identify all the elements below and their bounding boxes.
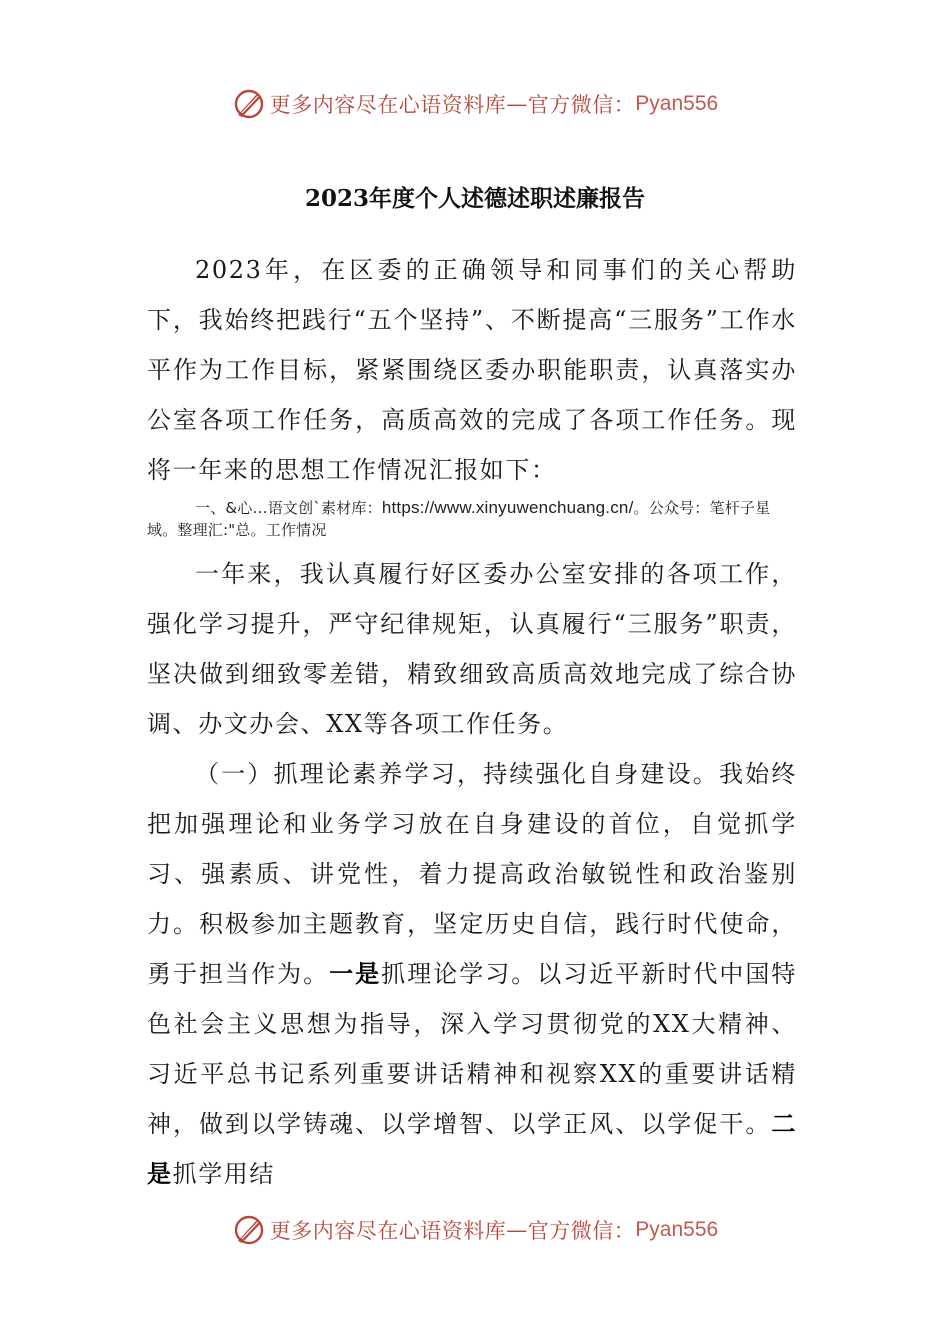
banner-text: 更多内容尽在心语资料库 — [269, 93, 507, 117]
footer-banner-dash: — — [506, 1218, 528, 1242]
intro-paragraph: 2023年，在区委的正确领导和同事们的关心帮助下，我始终把践行“五个坚持”、不断提高“三服务”工作水平作为工作目标，紧紧围绕区委办职能职责，认真落实办公室各项工作任务，高质高效的完成了各项工作任务。现将一年来的思想工作情况汇报如下： — [147, 256, 797, 484]
footer-banner-wechat-label: 官方微信： — [527, 1219, 636, 1243]
footer-banner-wechat-id: Pyan556 — [635, 1218, 719, 1241]
banner-wechat-id: Pyan556 — [635, 92, 719, 115]
paragraph-2-part-3: 抓学用结 — [172, 1160, 276, 1188]
banner-dash: — — [506, 92, 528, 116]
section-heading-suffix: 。公众号：笔杆子星域。整理汇:"总。工作情况 — [147, 499, 771, 539]
footer-banner-text: 更多内容尽在心语资料库 — [269, 1219, 507, 1243]
section-heading-prefix: 一、&心…语文创`素材库： — [195, 499, 382, 517]
section-heading-url: https://www.xinyuwenchuang.cn/ — [381, 498, 634, 517]
paragraph-2-part-2: 抓理论学习。以习近平新时代中国特色社会主义思想为指导，深入学习贯彻党的XX大精神、习近平总书记系列重要讲话精神和视察XX的重要讲话精神，做到以学铸魂、以学增智、以学正风、以学促干。 — [147, 960, 798, 1138]
paragraph-2-bold-2: 二是 — [147, 1109, 797, 1188]
document-body — [147, 245, 797, 1199]
document-title: 2023年度个人述德述职述廉报告 — [304, 185, 645, 212]
paragraph-2 — [147, 749, 797, 1199]
quill-logo-icon — [232, 87, 266, 121]
header-banner — [0, 82, 950, 126]
quill-logo-icon — [232, 1213, 266, 1247]
paragraph-1: 一年来，我认真履行好区委办公室安排的各项工作，强化学习提升，严守纪律规矩，认真履行“三服务”职责，坚决做到细致零差错，精致细致高质高效地完成了综合协调、办文办会、XX等各项工作任务。 — [147, 560, 797, 738]
footer-banner — [0, 1208, 950, 1252]
paragraph-2-part-1: （一）抓理论素养学习，持续强化自身建设。我始终把加强理论和业务学习放在自身建设的首位，自觉抓学习、强素质、讲党性，着力提高政治敏锐性和政治鉴别力。积极参加主题教育，坚定历史自信，践行时代使命，勇于担当作为。 — [147, 760, 797, 988]
banner-wechat-label: 官方微信： — [527, 93, 636, 117]
section-heading — [147, 497, 797, 541]
paragraph-2-bold-1: 一是 — [329, 959, 382, 988]
